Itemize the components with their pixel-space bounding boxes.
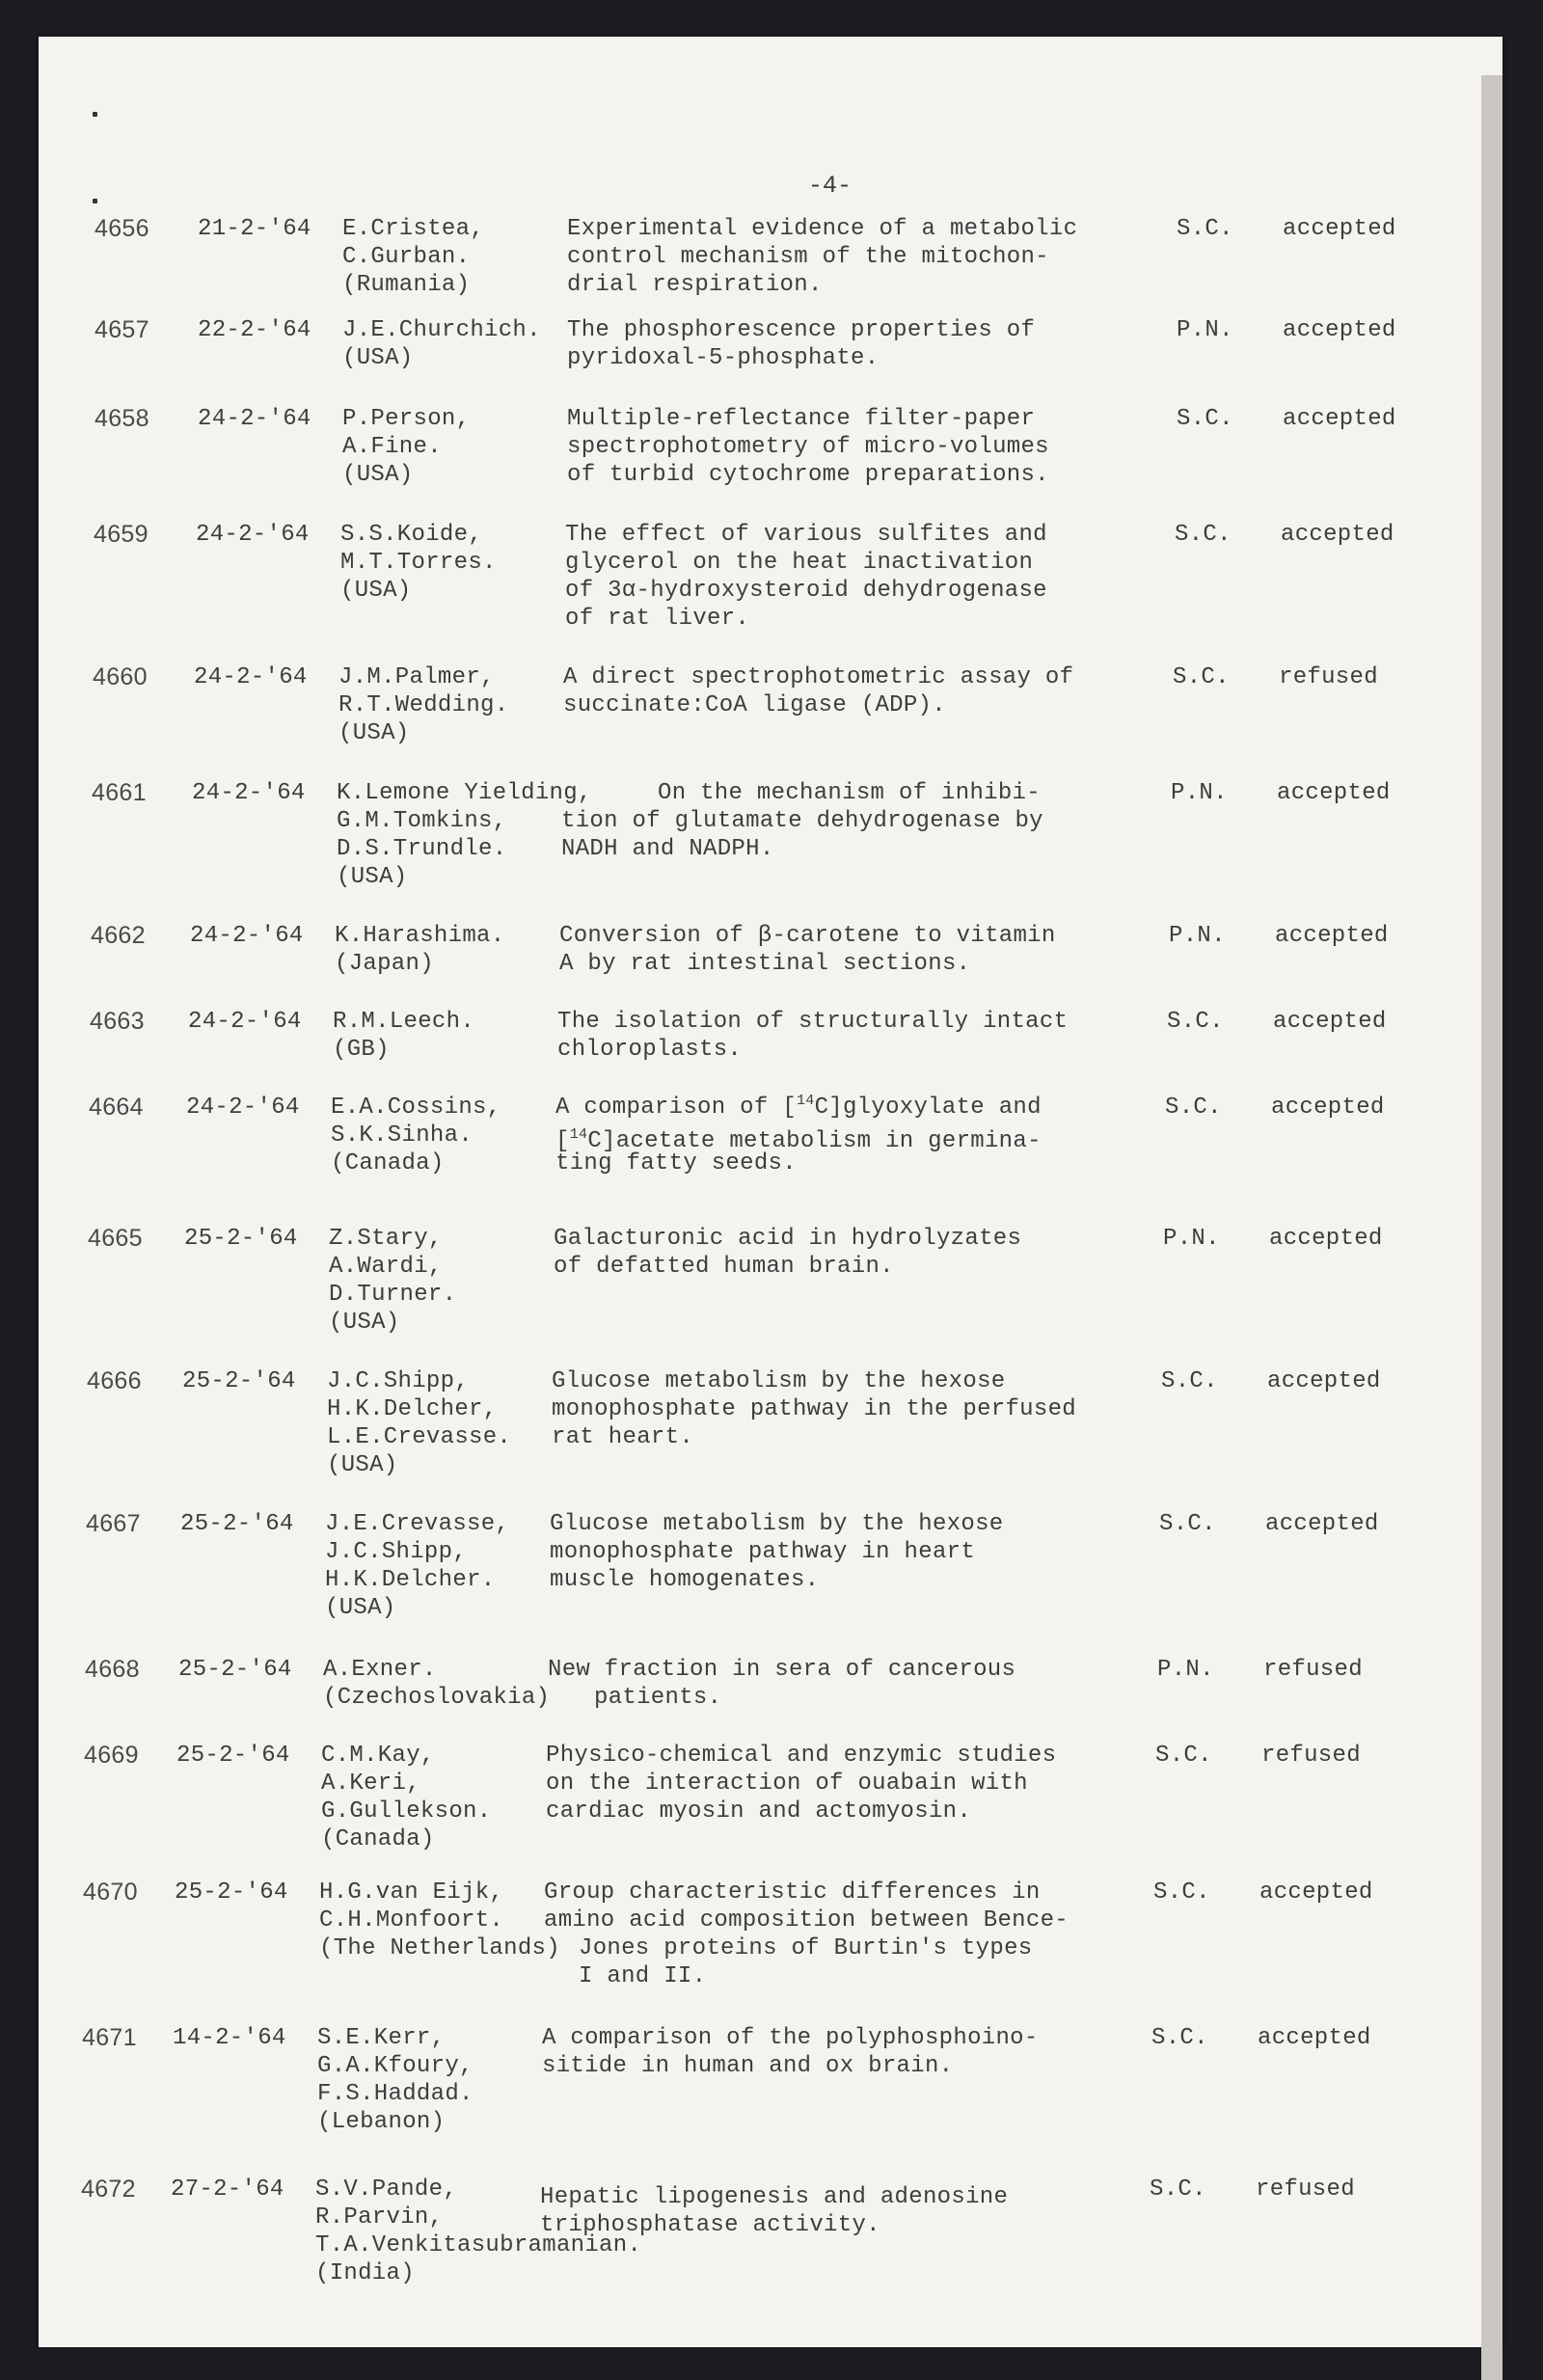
entry-number: 4669: [84, 1742, 139, 1769]
author-line: Z.Stary,: [329, 1226, 443, 1252]
author-line: G.M.Tomkins,: [337, 808, 507, 834]
entry-authors: [331, 1094, 501, 1177]
entry-title: [557, 1008, 1068, 1064]
author-line: J.E.Crevasse,: [325, 1511, 510, 1537]
title-line: The effect of various sulfites and: [565, 522, 1047, 548]
entry-status: refused: [1279, 664, 1378, 690]
entry-number: 4663: [90, 1008, 145, 1035]
entry-status: refused: [1256, 2177, 1355, 2203]
entry-authors: [329, 1225, 456, 1337]
title-line: A direct spectrophotometric assay of: [563, 664, 1074, 690]
author-line: (USA): [327, 1452, 398, 1478]
entry-publication-type: S.C.: [1177, 406, 1233, 432]
entry-publication-type: S.C.: [1177, 216, 1233, 242]
title-line: I and II.: [579, 1963, 707, 1989]
entry-publication-type: S.C.: [1153, 1880, 1210, 1906]
title-line: Conversion of β-carotene to vitamin: [559, 923, 1056, 949]
entry-title: [540, 2176, 1009, 2238]
author-line: J.C.Shipp,: [325, 1539, 468, 1565]
author-line: J.C.Shipp,: [327, 1368, 470, 1394]
title-line: Group characteristic differences in: [544, 1880, 1041, 1906]
title-fragment: [: [555, 1128, 570, 1154]
entry-status: accepted: [1281, 522, 1394, 548]
entry-status: accepted: [1283, 216, 1396, 242]
author-line: P.Person,: [342, 406, 471, 432]
entry-status: accepted: [1277, 780, 1391, 806]
author-line: (Canada): [321, 1826, 435, 1853]
title-line: ting fatty seeds.: [555, 1150, 797, 1176]
author-line: E.Cristea,: [342, 216, 485, 242]
entry-date: 24-2-'64: [190, 923, 304, 949]
entry-authors: [325, 1510, 509, 1622]
title-line: chloroplasts.: [557, 1037, 743, 1063]
entry-publication-type: P.N.: [1169, 923, 1226, 949]
title-line: of 3α-hydroxysteroid dehydrogenase: [565, 578, 1047, 604]
author-line: K.Harashima.: [335, 923, 505, 949]
author-line: (USA): [337, 864, 408, 890]
title-line: glycerol on the heat inactivation: [565, 550, 1034, 576]
entry-authors: [327, 1367, 511, 1479]
entry-authors: [342, 316, 541, 372]
title-fragment: C]acetate metabolism in germina-: [587, 1128, 1042, 1154]
author-line: J.M.Palmer,: [338, 664, 495, 690]
title-line: Physico-chemical and enzymic studies: [546, 1743, 1057, 1769]
entry-title: [559, 922, 1056, 978]
entry-number: 4667: [86, 1510, 141, 1537]
author-line: S.V.Pande,: [315, 2177, 458, 2203]
entry-authors: [340, 521, 497, 605]
author-line: (USA): [342, 462, 414, 488]
entry-authors: [342, 215, 484, 299]
entry-title: [565, 521, 1047, 633]
entry-date: 25-2-'64: [184, 1226, 298, 1252]
entry-title: [555, 1094, 1042, 1177]
entry-title: [544, 1879, 1069, 1990]
author-line: R.M.Leech.: [333, 1009, 475, 1035]
entry-authors: [323, 1656, 550, 1712]
entry-number: 4670: [83, 1879, 138, 1906]
entry-date: 21-2-'64: [198, 216, 311, 242]
entry-number: 4660: [93, 663, 148, 690]
entry-date: 22-2-'64: [198, 317, 311, 343]
title-line: cardiac myosin and actomyosin.: [546, 1799, 972, 1825]
entry-number: 4666: [87, 1367, 142, 1394]
entry-publication-type: P.N.: [1163, 1226, 1220, 1252]
entry-date: 14-2-'64: [173, 2025, 286, 2051]
entry-title: [567, 316, 1035, 372]
author-line: A.Keri,: [321, 1771, 420, 1797]
author-line: F.S.Haddad.: [317, 2081, 474, 2107]
title-line: Jones proteins of Burtin's types: [579, 1935, 1033, 1961]
author-line: (India): [315, 2260, 415, 2286]
title-line: NADH and NADPH.: [561, 836, 774, 862]
title-line: Multiple-reflectance filter-paper: [567, 406, 1036, 432]
author-line: C.Gurban.: [342, 244, 471, 270]
entry-title: [561, 779, 1043, 863]
title-line: amino acid composition between Bence-: [544, 1907, 1069, 1934]
entry-date: 25-2-'64: [178, 1657, 292, 1683]
entry-publication-type: S.C.: [1167, 1009, 1224, 1035]
entry-title: [554, 1225, 1021, 1281]
entry-status: accepted: [1267, 1368, 1381, 1394]
author-line: (Japan): [335, 951, 434, 977]
entry-title: [546, 1742, 1056, 1826]
entry-title: [552, 1367, 1076, 1451]
author-line: (Czechoslovakia): [323, 1685, 551, 1711]
entry-date: 25-2-'64: [182, 1368, 296, 1394]
title-line: [555, 1094, 1042, 1122]
author-line: H.K.Delcher.: [325, 1567, 496, 1593]
entry-status: accepted: [1265, 1511, 1379, 1537]
entry-status: refused: [1261, 1743, 1361, 1769]
entry-status: accepted: [1283, 406, 1396, 432]
title-line: Glucose metabolism by the hexose: [550, 1511, 1004, 1537]
entry-title: [563, 663, 1073, 719]
title-line: drial respiration.: [567, 272, 823, 298]
title-line: The phosphorescence properties of: [567, 317, 1036, 343]
entry-number: 4662: [91, 922, 146, 949]
entry-number: 4657: [95, 316, 149, 343]
entry-number: 4661: [92, 779, 147, 806]
author-line: S.S.Koide,: [340, 522, 483, 548]
margin-mark: [93, 199, 97, 203]
title-line: on the interaction of ouabain with: [546, 1771, 1028, 1797]
entry-status: accepted: [1259, 1880, 1373, 1906]
title-line: tion of glutamate dehydrogenase by: [561, 808, 1043, 834]
title-line: rat heart.: [552, 1424, 694, 1450]
author-line: A.Exner.: [323, 1657, 437, 1683]
title-line: patients.: [594, 1685, 722, 1711]
entry-publication-type: P.N.: [1171, 780, 1228, 806]
title-line: On the mechanism of inhibi-: [658, 780, 1041, 806]
author-line: C.M.Kay,: [321, 1743, 435, 1769]
title-fragment: C]glyoxylate and: [814, 1095, 1042, 1121]
entry-date: 25-2-'64: [176, 1743, 290, 1769]
entry-status: accepted: [1271, 1095, 1385, 1121]
title-line: control mechanism of the mitochon-: [567, 244, 1049, 270]
author-line: (USA): [329, 1310, 400, 1336]
author-line: L.E.Crevasse.: [327, 1424, 512, 1450]
entry-authors: [335, 922, 504, 978]
author-line: S.K.Sinha.: [331, 1122, 474, 1149]
author-line: C.H.Monfoort.: [319, 1907, 504, 1934]
entry-date: 25-2-'64: [180, 1511, 294, 1537]
author-line: S.E.Kerr,: [317, 2025, 446, 2051]
author-line: M.T.Torres.: [340, 550, 497, 576]
entry-publication-type: S.C.: [1165, 1095, 1222, 1121]
entry-title: [548, 1656, 1015, 1712]
entry-number: 4672: [81, 2176, 136, 2203]
entry-number: 4659: [94, 521, 149, 548]
entry-publication-type: S.C.: [1175, 522, 1232, 548]
title-line: triphosphatase activity.: [540, 2212, 880, 2238]
entry-number: 4664: [89, 1094, 144, 1121]
entry-status: accepted: [1258, 2025, 1371, 2051]
author-line: H.G.van Eijk,: [319, 1880, 504, 1906]
entry-title: [567, 215, 1077, 299]
entry-date: 24-2-'64: [196, 522, 310, 548]
title-line: The isolation of structurally intact: [557, 1009, 1069, 1035]
entry-publication-type: S.C.: [1159, 1511, 1216, 1537]
entry-publication-type: S.C.: [1161, 1368, 1218, 1394]
page-number: -4-: [808, 172, 853, 200]
entry-status: accepted: [1269, 1226, 1383, 1252]
entry-status: refused: [1263, 1657, 1363, 1683]
author-line: D.Turner.: [329, 1282, 457, 1308]
title-fragment: A comparison of [: [555, 1095, 797, 1121]
title-line: Glucose metabolism by the hexose: [552, 1368, 1006, 1394]
author-line: R.T.Wedding.: [338, 692, 509, 718]
entry-number: 4665: [88, 1225, 143, 1252]
entry-authors: [342, 405, 470, 489]
page-edge-strip: [1481, 75, 1502, 2380]
author-line: (Lebanon): [317, 2109, 446, 2135]
title-line: of turbid cytochrome preparations.: [567, 462, 1049, 488]
entry-title: [542, 2024, 1039, 2080]
title-line: Galacturonic acid in hydrolyzates: [554, 1226, 1022, 1252]
author-line: (USA): [325, 1595, 396, 1621]
author-line: (Rumania): [342, 272, 471, 298]
author-line: H.K.Delcher,: [327, 1396, 498, 1422]
entry-status: accepted: [1283, 317, 1396, 343]
isotope-superscript: 14: [796, 1093, 815, 1109]
isotope-superscript: 14: [569, 1126, 588, 1143]
title-line: muscle homogenates.: [550, 1567, 820, 1593]
title-line: A comparison of the polyphosphoino-: [542, 2025, 1039, 2051]
title-line: spectrophotometry of micro-volumes: [567, 434, 1049, 460]
title-line: monophosphate pathway in heart: [550, 1539, 976, 1565]
entry-date: 24-2-'64: [188, 1009, 302, 1035]
entry-publication-type: S.C.: [1150, 2177, 1206, 2203]
title-line: A by rat intestinal sections.: [559, 951, 971, 977]
entry-number: 4656: [95, 215, 149, 242]
author-line: (USA): [338, 720, 410, 746]
author-line: G.Gullekson.: [321, 1799, 492, 1825]
author-line: (USA): [340, 578, 412, 604]
entry-date: 24-2-'64: [194, 664, 308, 690]
entry-authors: [321, 1742, 491, 1853]
title-line: monophosphate pathway in the perfused: [552, 1396, 1076, 1422]
title-line: Hepatic lipogenesis and adenosine: [540, 2184, 1009, 2210]
author-line: G.A.Kfoury,: [317, 2053, 474, 2079]
entry-authors: [317, 2024, 474, 2136]
entry-number: 4668: [85, 1656, 140, 1683]
entry-publication-type: S.C.: [1155, 1743, 1212, 1769]
document-page: [39, 37, 1502, 2347]
entry-authors: [337, 779, 592, 891]
title-line: of defatted human brain.: [554, 1254, 894, 1280]
author-line: (The Netherlands): [319, 1935, 560, 1961]
author-line: (USA): [342, 345, 414, 371]
entry-status: accepted: [1273, 1009, 1387, 1035]
author-line: (GB): [333, 1037, 390, 1063]
entry-publication-type: P.N.: [1177, 317, 1233, 343]
author-line: E.A.Cossins,: [331, 1095, 501, 1121]
entry-authors: [333, 1008, 474, 1064]
title-line: New fraction in sera of cancerous: [548, 1657, 1016, 1683]
entry-publication-type: S.C.: [1173, 664, 1230, 690]
entry-number: 4671: [82, 2024, 137, 2051]
entry-authors: [319, 1879, 560, 1962]
entry-title: [550, 1510, 1003, 1594]
author-line: A.Wardi,: [329, 1254, 443, 1280]
title-line: Experimental evidence of a metabolic: [567, 216, 1078, 242]
author-line: T.A.Venkitasubramanian.: [315, 2232, 642, 2258]
entry-date: 25-2-'64: [175, 1880, 288, 1906]
author-line: A.Fine.: [342, 434, 442, 460]
entry-publication-type: S.C.: [1151, 2025, 1208, 2051]
author-line: (Canada): [331, 1150, 445, 1176]
title-line: succinate:CoA ligase (ADP).: [563, 692, 946, 718]
entry-date: 24-2-'64: [186, 1095, 300, 1121]
entry-date: 24-2-'64: [198, 406, 311, 432]
entry-publication-type: P.N.: [1157, 1657, 1214, 1683]
author-line: R.Parvin,: [315, 2204, 444, 2231]
entry-status: accepted: [1275, 923, 1389, 949]
entry-authors: [338, 663, 508, 747]
title-line: of rat liver.: [565, 606, 750, 632]
title-line: sitide in human and ox brain.: [542, 2053, 954, 2079]
margin-mark: [93, 112, 97, 117]
entry-number: 4658: [95, 405, 149, 432]
entry-title: [567, 405, 1049, 489]
author-line: K.Lemone Yielding,: [337, 780, 592, 806]
entry-date: 27-2-'64: [171, 2177, 284, 2203]
entry-date: 24-2-'64: [192, 780, 306, 806]
title-line: pyridoxal-5-phosphate.: [567, 345, 880, 371]
author-line: J.E.Churchich.: [342, 317, 541, 343]
author-line: D.S.Trundle.: [337, 836, 507, 862]
